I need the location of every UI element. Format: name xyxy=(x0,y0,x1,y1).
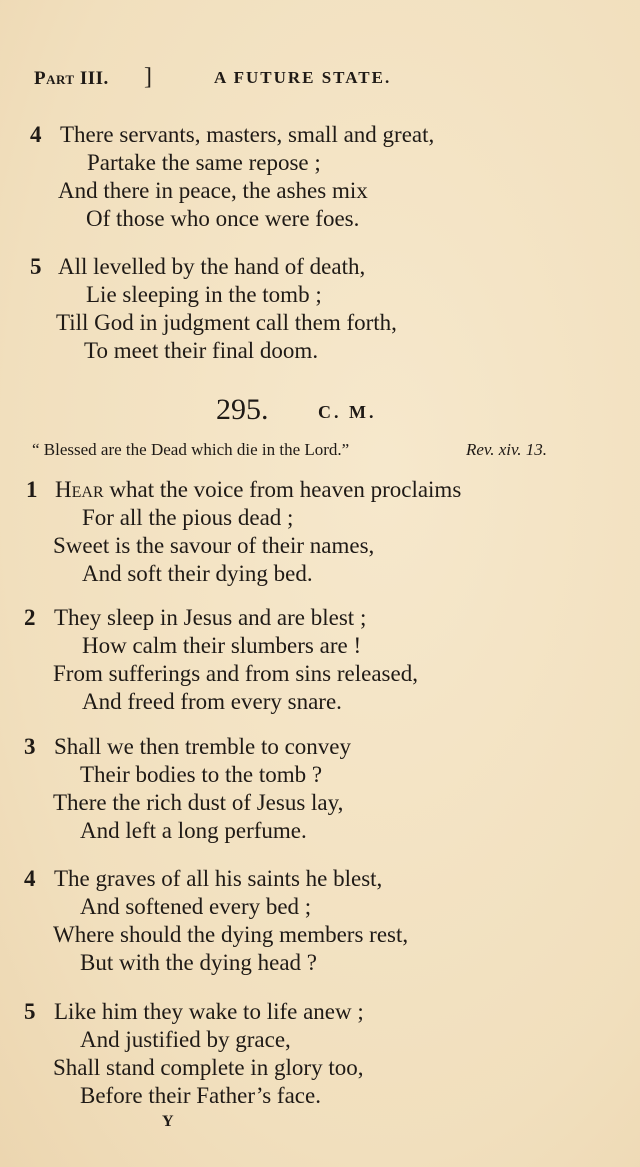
part-label: Part III. xyxy=(34,68,109,89)
epigraph xyxy=(32,440,548,460)
verse-line-first xyxy=(55,477,461,503)
epigraph-quote: “ Blessed are the Dead which die in the Lord.” xyxy=(32,440,350,459)
verse-line: And softened every bed ; xyxy=(80,894,312,919)
verse-line: They sleep in Jesus and are blest ; xyxy=(54,605,367,630)
verse-line: Shall stand complete in glory too, xyxy=(53,1055,364,1080)
verse-line: And left a long perfume. xyxy=(80,818,307,843)
header-bracket: ] xyxy=(144,64,153,90)
scripture-reference: Rev. xiv. 13. xyxy=(466,440,548,459)
verse-line: The graves of all his saints he blest, xyxy=(54,866,383,891)
verse-line: And there in peace, the ashes mix xyxy=(58,178,368,203)
signature-mark: Y xyxy=(162,1113,174,1130)
verse-line: But with the dying head ? xyxy=(80,950,317,975)
verse-line: Till God in judgment call them forth, xyxy=(56,310,397,335)
verse-line: Where should the dying members rest, xyxy=(53,922,409,947)
verse-line: Sweet is the savour of their names, xyxy=(53,533,375,558)
initial-word: Hear xyxy=(55,477,104,502)
verse-number: 5 xyxy=(30,254,42,279)
verse-line: And soft their dying bed. xyxy=(82,561,313,586)
verse-line: Their bodies to the tomb ? xyxy=(80,762,323,787)
verse-line: From sufferings and from sins released, xyxy=(53,661,418,686)
verse-line: And freed from every snare. xyxy=(82,689,342,714)
verse-line: Shall we then tremble to convey xyxy=(54,734,352,759)
verse-number: 1 xyxy=(26,477,38,502)
verse-line: There servants, masters, small and great, xyxy=(60,122,435,147)
verse-line: And justified by grace, xyxy=(80,1027,291,1052)
verse-line: Lie sleeping in the tomb ; xyxy=(86,282,322,307)
verse-line: How calm their slumbers are ! xyxy=(82,633,362,658)
verse-number: 2 xyxy=(24,605,36,630)
section-title: A FUTURE STATE. xyxy=(214,68,392,87)
verse-line: There the rich dust of Jesus lay, xyxy=(53,790,344,815)
verse-line: For all the pious dead ; xyxy=(82,505,294,530)
verse-number: 5 xyxy=(24,999,36,1024)
verse-line: All levelled by the hand of death, xyxy=(58,254,366,279)
verse-line: Partake the same repose ; xyxy=(87,150,321,175)
verse-number: 4 xyxy=(30,122,42,147)
verse-line: Before their Father’s face. xyxy=(80,1083,321,1108)
hymn-meter: C. M. xyxy=(318,402,377,422)
verse-line: Of those who once were foes. xyxy=(86,206,360,231)
verse-line: Like him they wake to life anew ; xyxy=(54,999,364,1024)
verse-number: 4 xyxy=(24,866,36,891)
verse-line-rest: what the voice from heaven proclaims xyxy=(103,477,462,502)
verse-number: 3 xyxy=(24,734,36,759)
verse-line: To meet their final doom. xyxy=(84,338,319,363)
hymn-number: 295. xyxy=(216,393,269,426)
